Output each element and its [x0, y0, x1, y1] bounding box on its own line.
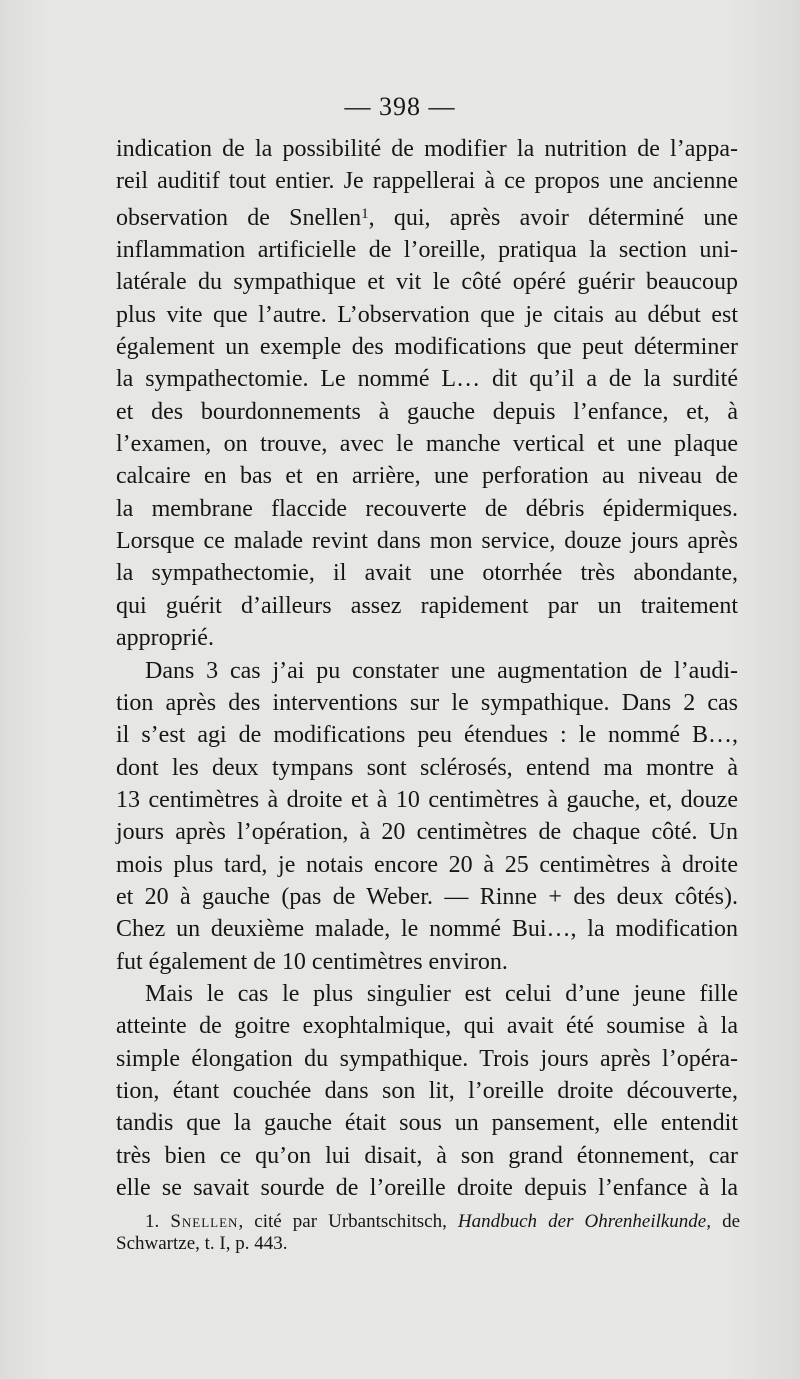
text-line: 13 centimètres à droite et à 10 centimètres à gauche, et, douze — [116, 786, 738, 813]
text-line: inflammation artificielle de l’oreille, pratiqua la section uni- — [116, 237, 738, 264]
text-line: la sympathectomie, il avait une otorrhée très abondante, — [116, 560, 738, 587]
text-line: et 20 à gauche (pas de Weber. — Rinne + des deux côtés). — [116, 883, 738, 910]
text-line: il s’est agi de modifications peu étendues : le nommé B…, — [116, 722, 738, 749]
text-line: Mais le cas le plus singulier est celui d’une jeune fille — [145, 980, 738, 1007]
footnote-title: Handbuch der Ohrenheilkunde, — [457, 1211, 711, 1232]
footnote-text: , cité par Urbantschitsch, — [238, 1211, 458, 1232]
text-line: qui guérit d’ailleurs assez rapidement par un traitement — [116, 592, 738, 619]
text-line: Lorsque ce malade revint dans mon service, douze jours après — [116, 528, 738, 555]
text-line: mois plus tard, je notais encore 20 à 25 centimètres à droite — [116, 851, 738, 878]
text-line: très bien ce qu’on lui disait, à son grand étonnement, car — [116, 1142, 738, 1169]
footnote-number: 1. — [145, 1211, 160, 1232]
text-line: indication de la possibilité de modifier la nutrition de l’appa- — [116, 136, 738, 162]
text-line: approprié. — [116, 625, 214, 652]
footnote-author: Snellen — [170, 1211, 239, 1232]
page-number: — 398 — — [344, 92, 456, 121]
footnote — [116, 1211, 740, 1255]
text-line: l’examen, on trouve, avec le manche vertical et une plaque — [116, 431, 738, 458]
text-line: atteinte de goitre exophtalmique, qui avait été soumise à la — [116, 1013, 738, 1040]
text-line: elle se savait sourde de l’oreille droite depuis l’enfance à la — [116, 1175, 738, 1201]
text-line: simple élongation du sympathique. Trois jours après l’opéra- — [116, 1045, 738, 1072]
text-line: Chez un deuxième malade, le nommé Bui…, la modification — [116, 916, 738, 943]
text-line: reil auditif tout entier. Je rappellerai à ce propos une ancienne — [116, 168, 738, 195]
text-line: fut également de 10 centimètres environ. — [116, 948, 508, 975]
text-line: calcaire en bas et en arrière, une perforation au niveau de — [116, 463, 738, 490]
text-segment: observation de Snellen — [116, 204, 362, 231]
text-line: également un exemple des modifications que peut déterminer — [116, 334, 738, 361]
text-line: et des bourdonnements à gauche depuis l’enfance, et, à — [116, 398, 738, 425]
text-line: dont les deux tympans sont sclérosés, entend ma montre à — [116, 754, 738, 781]
footnote-text: de — [711, 1211, 741, 1232]
text-line — [116, 198, 738, 234]
paragraph-3 — [116, 978, 738, 1204]
text-line: la sympathectomie. Le nommé L… dit qu’il a de la surdité — [116, 366, 738, 393]
paragraph-2 — [116, 655, 738, 978]
footnote-line: Schwartze, t. I, p. 443. — [116, 1233, 288, 1254]
text-line: tandis que la gauche était sous un pansement, elle entendit — [116, 1110, 738, 1137]
text-segment: , qui, après avoir déterminé une — [368, 204, 738, 231]
text-line: tion après des interventions sur le sympathique. Dans 2 cas — [116, 689, 738, 716]
text-line: latérale du sympathique et vit le côté opéré guérir beaucoup — [116, 269, 738, 296]
footnote-reference[interactable]: 1 — [361, 205, 369, 222]
text-line: la membrane flaccide recouverte de débris épidermiques. — [116, 495, 738, 522]
footnote-line — [116, 1211, 740, 1233]
text-line: plus vite que l’autre. L’observation que je citais au début est — [116, 301, 738, 328]
text-line: tion, étant couchée dans son lit, l’oreille droite découverte, — [116, 1077, 738, 1104]
body-text — [116, 133, 738, 1204]
text-line: jours après l’opération, à 20 centimètres de chaque côté. Un — [116, 819, 738, 846]
text-line: Dans 3 cas j’ai pu constater une augmentation de l’audi- — [145, 657, 738, 684]
paragraph-1 — [116, 133, 738, 655]
